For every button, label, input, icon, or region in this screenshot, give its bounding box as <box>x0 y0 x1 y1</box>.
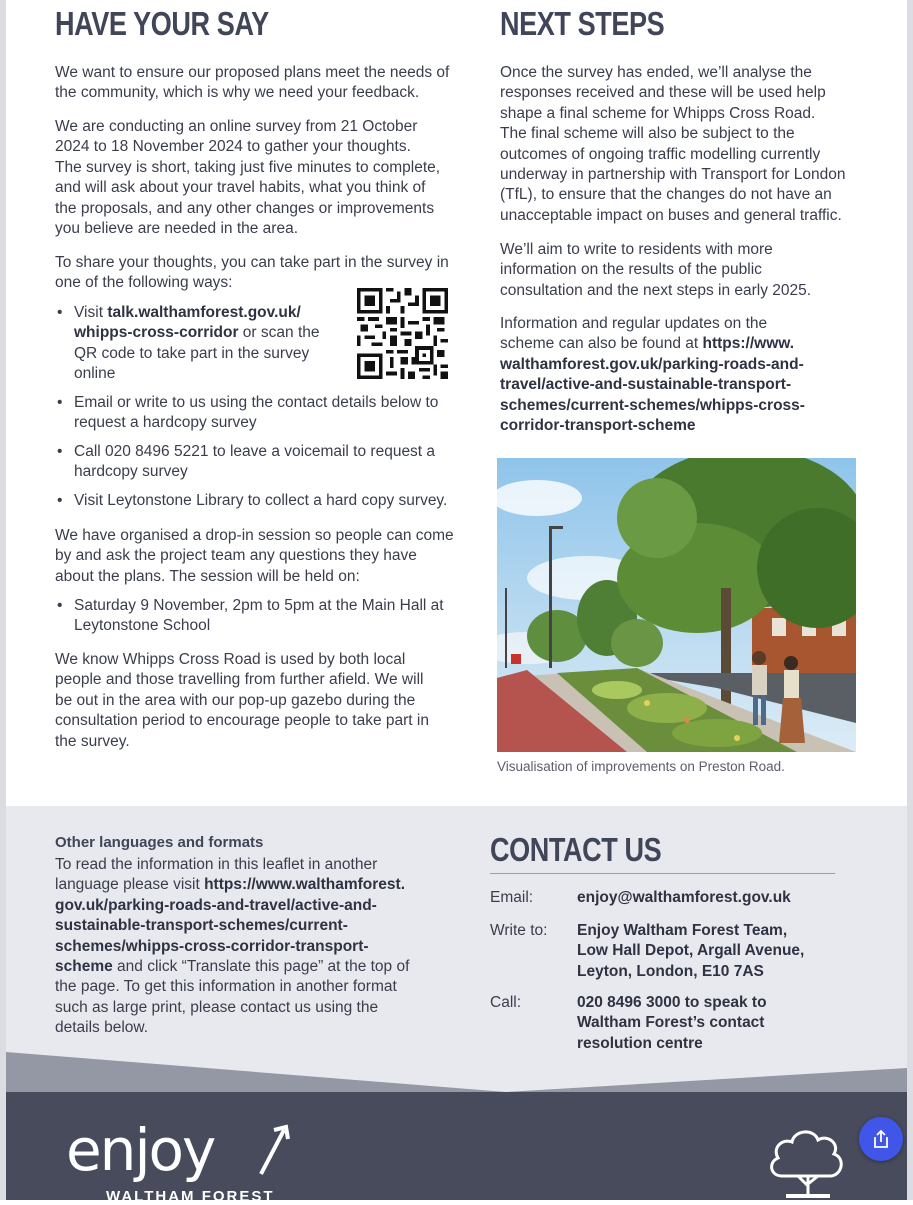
list-item-email: • Email or write to us using the contact details below to request a hardcopy survey <box>55 393 455 434</box>
preston-road-visualisation-image <box>497 458 856 752</box>
qr-code[interactable] <box>357 288 448 379</box>
other-languages-title: Other languages and formats <box>55 834 264 851</box>
right-page-edge <box>907 0 913 1200</box>
contact-us-heading: CONTACT US <box>490 831 662 868</box>
intro-paragraph: We want to ensure our proposed plans meet the needs of the community, which is why we need your feedback. <box>55 64 450 102</box>
residents-paragraph: We’ll aim to write to residents with more information on the results of the public consultation and the next steps in early 2025. <box>500 241 812 299</box>
survey-options-list <box>55 303 345 385</box>
contact-divider <box>490 873 835 874</box>
list-item-call: • Call 020 8496 5221 to leave a voicemail to request a hardcopy survey <box>55 442 455 483</box>
translate-link[interactable]: gov.uk/parking-roads-and-travel/active-and- sustainable-transport-schemes/current- schemes/whipps-cross-corridor-transport- scheme <box>55 896 377 976</box>
list-item-library: • Visit Leytonstone Library to collect a hard copy survey. <box>55 491 455 511</box>
email-value[interactable]: enjoy@walthamforest.gov.uk <box>577 889 791 906</box>
call-details[interactable]: 020 8496 3000 to speak to Waltham Forest’s contact resolution centre <box>577 994 767 1052</box>
image-caption: Visualisation of improvements on Preston Road. <box>497 759 785 774</box>
share-button[interactable] <box>859 1117 903 1161</box>
email-label: Email: <box>490 889 534 906</box>
call-label: Call: <box>490 994 522 1011</box>
list-item-session: • Saturday 9 November, 2pm to 5pm at the Main Hall at Leytonstone School <box>55 596 455 637</box>
gazebo-paragraph: We know Whipps Cross Road is used by both local people and those travelling from further afield. We will be out in the area with our pop-up gazebo during the consultation period to encourage people to take part in the survey. <box>55 651 429 750</box>
updates-paragraph: Information and regular updates on the scheme can also be found at https://www. walthamforest.gov.uk/parking-roads-and- travel/active-and-sustainable-transport- schemes/current-schemes/whipps-cross- corridor-transport-scheme <box>500 315 805 435</box>
write-label: Write to: <box>490 922 548 939</box>
have-your-say-heading: HAVE YOUR SAY <box>55 5 269 42</box>
share-icon <box>871 1129 891 1149</box>
session-list <box>55 596 455 637</box>
enjoy-logo: enjoy WALTHAM FOREST <box>66 1122 296 1182</box>
postal-address: Enjoy Waltham Forest Team, Low Hall Depot, Argall Avenue, Leyton, London, E10 7AS <box>577 922 805 980</box>
next-steps-heading: NEXT STEPS <box>500 5 665 42</box>
footer <box>6 1092 907 1205</box>
list-item-visit-website: • Visit talk.walthamforest.gov.uk/ whipps-cross-corridor or scan the QR code to take part in the survey online <box>55 303 345 385</box>
survey-paragraph: We are conducting an online survey from 21 October 2024 to 18 November 2024 to gather your thoughts. The survey is short, taking just five minutes to complete, and will ask about your travel habits, what you think of the proposals, and any other changes or improvements you believe are needed in the area. <box>55 118 441 238</box>
survey-link[interactable]: talk.walthamforest.gov.uk/ whipps-cross-corridor <box>74 304 301 342</box>
tree-icon <box>764 1126 854 1200</box>
scheme-link[interactable]: walthamforest.gov.uk/parking-roads-and- travel/active-and-sustainable-transport- schemes/current-schemes/whipps-cross- corridor-transport-scheme <box>500 355 805 435</box>
other-languages-text: To read the information in this leaflet in another language please visit https://www.walthamforest. gov.uk/parking-roads-and-travel/active-and- sustainable-transport-schemes/current- schemes/whipps-cross-corridor-transport- scheme and click “Translate this page” at the top of the page. To get this information in another format such as large print, please contact us using the details below. <box>55 856 410 1037</box>
next-steps-paragraph: Once the survey has ended, we’ll analyse the responses received and these will be used help shape a final scheme for Whipps Cross Road. The final scheme will also be subject to the outcomes of ongoing traffic modelling currently underway in partnership with Transport for London (TfL), to ensure that the changes do not have an unacceptable impact on buses and general traffic. <box>500 64 846 224</box>
contact-section <box>490 828 810 872</box>
survey-options-list-continued <box>55 393 455 511</box>
share-thoughts-paragraph: To share your thoughts, you can take part in the survey in one of the following ways: <box>55 254 449 292</box>
drop-in-paragraph: We have organised a drop-in session so people can come by and ask the project team any questions they have about the plans. The session will be held on: <box>55 527 454 585</box>
